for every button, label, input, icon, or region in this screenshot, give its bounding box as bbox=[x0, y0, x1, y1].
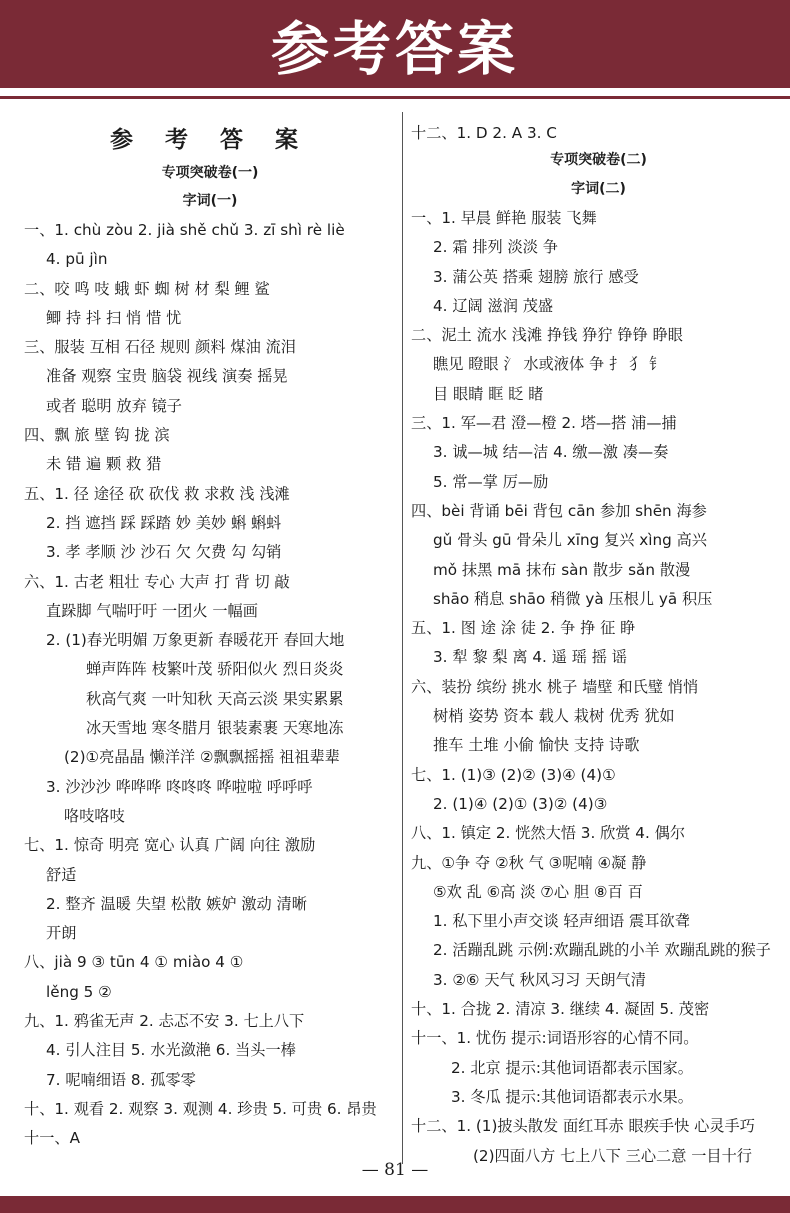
answer-line: 蝉声阵阵 枝繁叶茂 骄阳似火 烈日炎炎 bbox=[86, 660, 344, 679]
answer-line: 或者 聪明 放弃 镜子 bbox=[46, 396, 182, 415]
answer-line: 十二、1. D 2. A 3. C bbox=[411, 124, 557, 142]
answer-line: shāo 稍息 shāo 稍微 yà 压根儿 yā 积压 bbox=[433, 589, 713, 608]
right-column bbox=[411, 120, 786, 1171]
answer-line: 3. 孝 孝顺 沙 沙石 欠 欠费 勾 勾销 bbox=[46, 543, 282, 562]
answer-line: 目 眼睛 眶 眨 睹 bbox=[433, 384, 544, 403]
answer-line: 准备 观察 宝贵 脑袋 视线 演奏 摇晃 bbox=[46, 367, 288, 386]
answer-line: 3. 诚—城 结—洁 4. 缴—激 凑—奏 bbox=[433, 443, 669, 462]
answer-line: (2)①亮晶晶 懒洋洋 ②飘飘摇摇 祖祖辈辈 bbox=[64, 748, 340, 767]
section-heading: 专项突破卷(一) bbox=[161, 165, 259, 181]
section-subheading: 字词(一) bbox=[182, 193, 238, 209]
answer-line: 一、1. 早晨 鲜艳 服装 飞舞 bbox=[411, 209, 597, 227]
answer-line: 3. 犁 黎 梨 离 4. 遥 瑶 摇 谣 bbox=[433, 648, 627, 667]
banner-title: 参考答案 bbox=[270, 15, 519, 83]
answer-line: 四、飘 旅 壁 钩 拢 滨 bbox=[24, 426, 170, 445]
answer-line: 2. 霜 排列 淡淡 争 bbox=[433, 238, 558, 257]
document-title: 参 考 答 案 bbox=[109, 126, 311, 153]
answer-line: 舒适 bbox=[46, 865, 77, 884]
answer-line: 咯吱咯吱 bbox=[64, 806, 125, 825]
answer-line: (2)四面八方 七上八下 三心二意 一目十行 bbox=[473, 1146, 752, 1165]
answer-line: 一、1. chù zòu 2. jià shě chǔ 3. zī shì rè liè bbox=[24, 221, 345, 239]
answer-line: 秋高气爽 一叶知秋 天高云淡 果实累累 bbox=[86, 689, 344, 708]
answer-line: ⑤欢 乱 ⑥高 淡 ⑦心 胆 ⑧百 百 bbox=[433, 882, 643, 901]
answer-line: 六、1. 古老 粗壮 专心 大声 打 背 切 敲 bbox=[24, 572, 290, 591]
section-heading: 专项突破卷(二) bbox=[550, 152, 647, 168]
answer-line: 4. pū jìn bbox=[46, 250, 108, 269]
answer-line: mǒ 抹黑 mā 抹布 sàn 散步 sǎn 散漫 bbox=[433, 560, 691, 579]
answer-line: 五、1. 图 途 涂 徒 2. 争 挣 征 睁 bbox=[411, 619, 636, 638]
answer-line: 1. 私下里小声交谈 轻声细语 震耳欲聋 bbox=[433, 912, 690, 931]
answer-line: 十一、A bbox=[24, 1129, 80, 1148]
answer-line: 瞧见 瞪眼 氵 水或液体 争 扌 犭 钅 bbox=[433, 355, 665, 374]
answer-line: 3. 冬瓜 提示:其他词语都表示水果。 bbox=[451, 1087, 693, 1106]
answer-line: 鲫 持 抖 扫 悄 惜 忧 bbox=[46, 308, 182, 327]
answer-line: 十、1. 观看 2. 观察 3. 观测 4. 珍贵 5. 可贵 6. 昂贵 bbox=[24, 1099, 377, 1118]
left-column bbox=[24, 120, 396, 1154]
column-divider bbox=[402, 112, 403, 1164]
answer-line: 2. 活蹦乱跳 示例:欢蹦乱跳的小羊 欢蹦乱跳的猴子 bbox=[433, 941, 771, 960]
answer-line: 三、服装 互相 石径 规则 颜料 煤油 流泪 bbox=[24, 338, 296, 357]
answer-line: 十、1. 合拢 2. 清凉 3. 继续 4. 凝固 5. 茂密 bbox=[411, 1000, 710, 1019]
answer-line: 3. 蒲公英 搭乘 翅膀 旅行 感受 bbox=[433, 267, 639, 286]
answer-line: 十二、1. (1)披头散发 面红耳赤 眼疾手快 心灵手巧 bbox=[411, 1117, 755, 1136]
answer-line: 八、1. 镇定 2. 恍然大悟 3. 欣赏 4. 偶尔 bbox=[411, 824, 686, 843]
answer-line: 七、1. (1)③ (2)② (3)④ (4)① bbox=[411, 765, 616, 784]
answer-line: 3. ②⑥ 天气 秋风习习 天朗气清 bbox=[433, 970, 646, 989]
answer-line: 九、①争 夺 ②秋 气 ③呢喃 ④凝 静 bbox=[411, 853, 647, 872]
answer-line: 推车 土堆 小偷 愉快 支持 诗歌 bbox=[433, 736, 640, 755]
answer-line: 7. 呢喃细语 8. 孤零零 bbox=[46, 1070, 196, 1089]
answer-line: 冰天雪地 寒冬腊月 银装素裹 天寒地冻 bbox=[86, 719, 344, 738]
answer-line: 2. (1)春光明媚 万象更新 春暖花开 春回大地 bbox=[46, 631, 345, 650]
answer-line: 五、1. 径 途径 砍 砍伐 救 求救 浅 浅滩 bbox=[24, 484, 290, 503]
answer-line: 2. 北京 提示:其他词语都表示国家。 bbox=[451, 1058, 693, 1077]
answer-line: lěng 5 ② bbox=[46, 982, 112, 1001]
answer-line: 九、1. 鸦雀无声 2. 忐忑不安 3. 七上八下 bbox=[24, 1012, 305, 1031]
answer-line: 树梢 姿势 资本 载人 栽树 优秀 犹如 bbox=[433, 707, 675, 726]
answer-line: 二、泥土 流水 浅滩 挣钱 狰狞 铮铮 睁眼 bbox=[411, 326, 683, 345]
answer-line: 六、装扮 缤纷 挑水 桃子 墙壁 和氏璧 悄悄 bbox=[411, 677, 699, 696]
answer-line: 2. (1)④ (2)① (3)② (4)③ bbox=[433, 794, 608, 813]
page-number: — 81 — bbox=[361, 1160, 429, 1180]
section-subheading: 字词(二) bbox=[571, 181, 626, 197]
answer-line: 直跺脚 气喘吁吁 一团火 一幅画 bbox=[46, 601, 258, 620]
footer-bar bbox=[0, 1196, 790, 1213]
answer-line: 七、1. 惊奇 明亮 宽心 认真 广阔 向往 激励 bbox=[24, 836, 316, 855]
answer-line: 3. 沙沙沙 哗哗哗 咚咚咚 哗啦啦 呼呼呼 bbox=[46, 777, 313, 796]
answer-line: 十一、1. 忧伤 提示:词语形容的心情不同。 bbox=[411, 1029, 699, 1048]
answer-line: 四、bèi 背诵 bēi 背包 cān 参加 shēn 海参 bbox=[411, 501, 707, 520]
answer-line: 4. 辽阔 滋润 茂盛 bbox=[433, 296, 554, 315]
header-banner bbox=[0, 0, 790, 88]
header-rule bbox=[0, 96, 790, 99]
answer-line: 八、jià 9 ③ tūn 4 ① miào 4 ① bbox=[24, 953, 244, 972]
answer-line: 5. 常—掌 厉—励 bbox=[433, 472, 549, 491]
answer-line: 4. 引人注目 5. 水光潋滟 6. 当头一棒 bbox=[46, 1041, 296, 1060]
answer-line: 2. 整齐 温暖 失望 松散 嫉妒 激动 清晰 bbox=[46, 894, 307, 913]
answer-line: 开朗 bbox=[46, 924, 77, 943]
answer-line: 2. 挡 遮挡 踩 踩踏 妙 美妙 蝌 蝌蚪 bbox=[46, 513, 282, 532]
answer-line: 三、1. 军—君 澄—橙 2. 塔—搭 浦—捕 bbox=[411, 414, 677, 433]
answer-line: 二、咬 鸣 吱 蛾 虾 蜘 树 材 梨 鲤 鲨 bbox=[24, 279, 270, 298]
answer-line: 未 错 遍 颗 救 猎 bbox=[46, 455, 162, 474]
answer-line: gǔ 骨头 gū 骨朵儿 xīng 复兴 xìng 高兴 bbox=[433, 531, 707, 550]
